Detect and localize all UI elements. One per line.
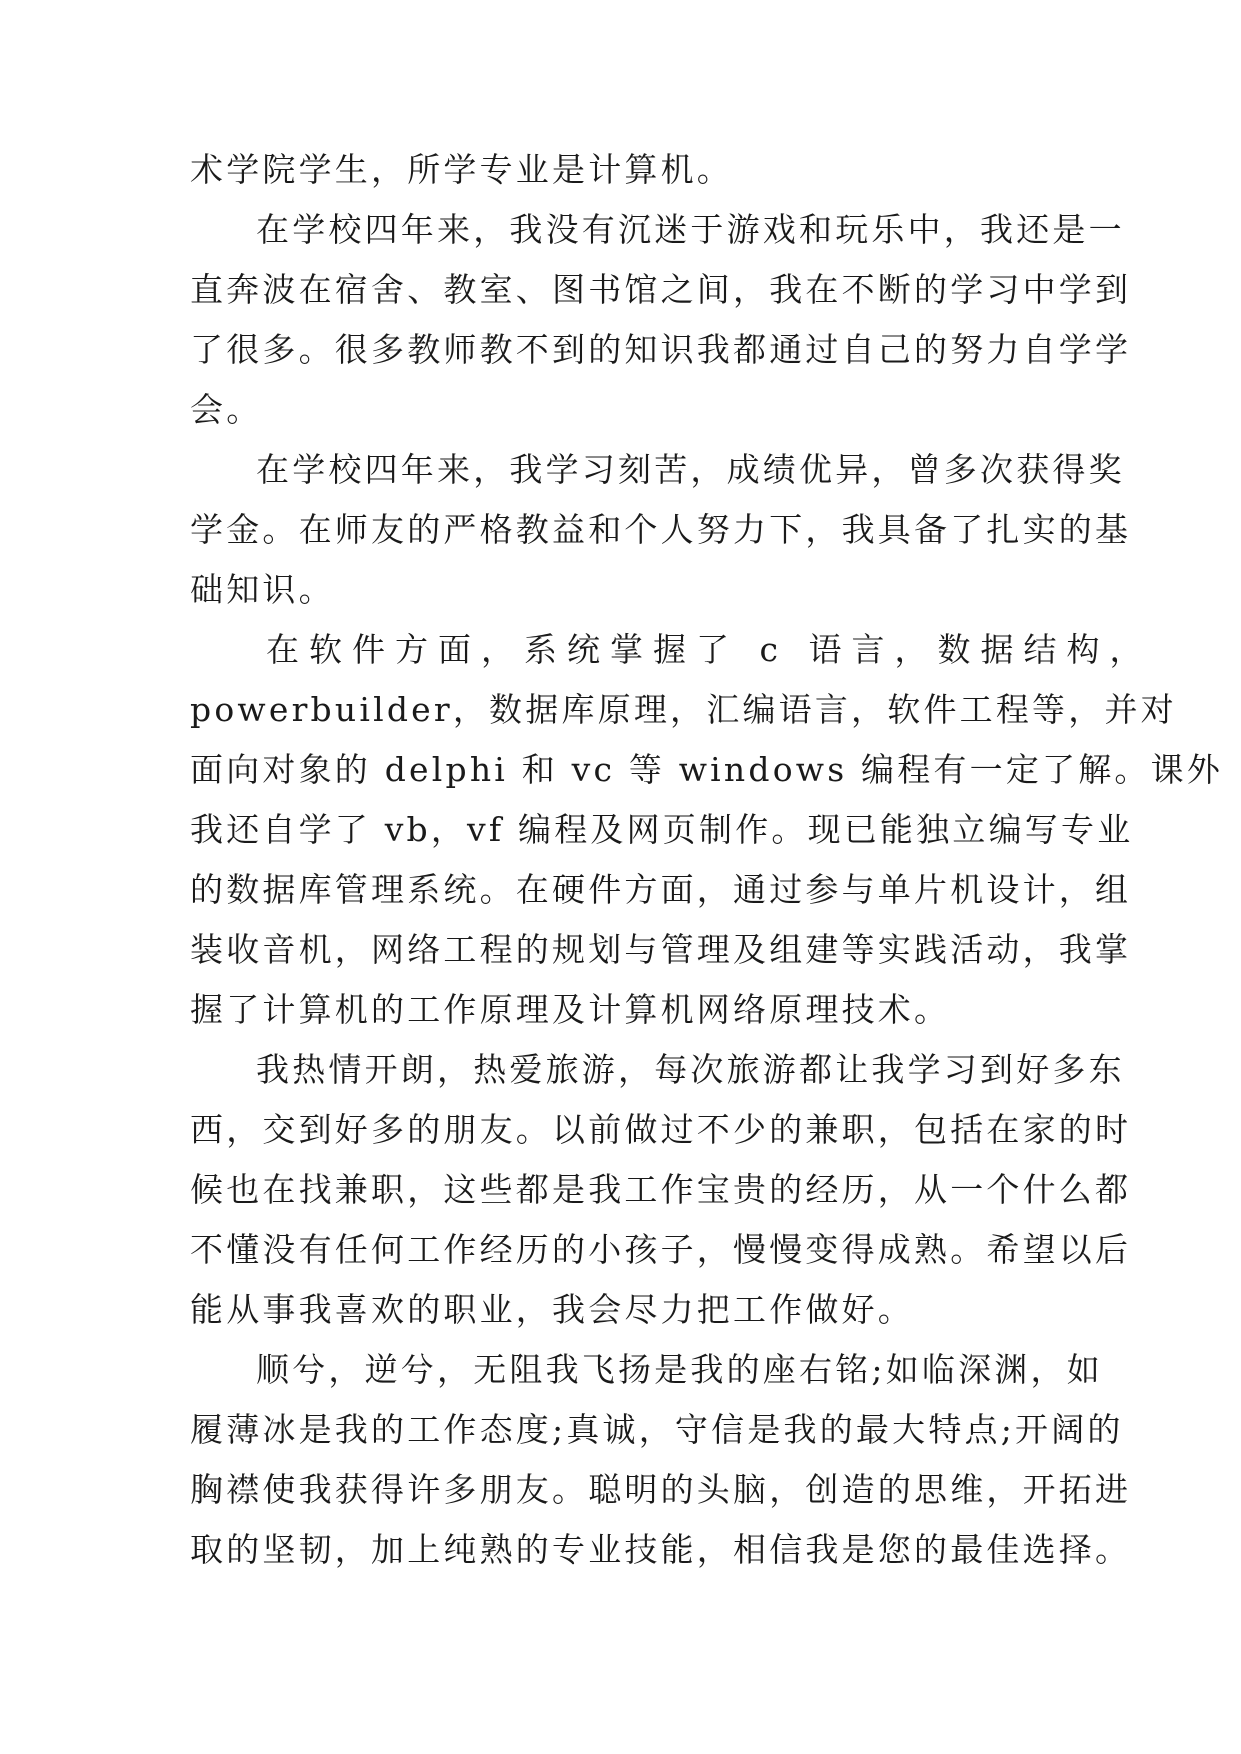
- text-line: 履薄冰是我的工作态度;真诚，守信是我的最大特点;开阔的: [190, 1410, 1124, 1449]
- text-line: 直奔波在宿舍、教室、图书馆之间，我在不断的学习中学到: [190, 270, 1132, 309]
- text-line: 西，交到好多的朋友。以前做过不少的兼职，包括在家的时: [190, 1110, 1132, 1149]
- paragraph-first-line: 在软件方面，系统掌握了 c 语言，数据结构，: [266, 630, 1153, 669]
- text-line: powerbuilder，数据库原理，汇编语言，软件工程等，并对: [190, 690, 1177, 729]
- text-line: 胸襟使我获得许多朋友。聪明的头脑，创造的思维，开拓进: [190, 1470, 1132, 1509]
- text-line: 了很多。很多教师教不到的知识我都通过自己的努力自学学: [190, 330, 1132, 369]
- text-line: 取的坚韧，加上纯熟的专业技能，相信我是您的最佳选择。: [190, 1530, 1132, 1569]
- text-line: 能从事我喜欢的职业，我会尽力把工作做好。: [190, 1290, 914, 1329]
- text-line: 学金。在师友的严格教益和个人努力下，我具备了扎实的基: [190, 510, 1132, 549]
- text-line: 我还自学了 vb，vf 编程及网页制作。现已能独立编写专业: [190, 810, 1134, 849]
- paragraph-first-line: 在学校四年来，我学习刻苦，成绩优异，曾多次获得奖: [256, 450, 1125, 489]
- text-line: 的数据库管理系统。在硬件方面，通过参与单片机设计，组: [190, 870, 1132, 909]
- text-line: 握了计算机的工作原理及计算机网络原理技术。: [190, 990, 951, 1029]
- text-line: 候也在找兼职，这些都是我工作宝贵的经历，从一个什么都: [190, 1170, 1132, 1209]
- paragraph-first-line: 我热情开朗，热爱旅游，每次旅游都让我学习到好多东: [256, 1050, 1125, 1089]
- paragraph-first-line: 在学校四年来，我没有沉迷于游戏和玩乐中，我还是一: [256, 210, 1125, 249]
- text-line: 面向对象的 delphi 和 vc 等 windows 编程有一定了解。课外: [190, 750, 1224, 789]
- text-line: 础知识。: [190, 570, 335, 609]
- paragraph-first-line: 顺兮，逆兮，无阻我飞扬是我的座右铭;如临深渊，如: [256, 1350, 1103, 1389]
- text-line: 不懂没有任何工作经历的小孩子，慢慢变得成熟。希望以后: [190, 1230, 1132, 1269]
- text-line: 装收音机，网络工程的规划与管理及组建等实践活动，我掌: [190, 930, 1132, 969]
- text-line: 术学院学生，所学专业是计算机。: [190, 150, 733, 189]
- text-line: 会。: [190, 390, 263, 429]
